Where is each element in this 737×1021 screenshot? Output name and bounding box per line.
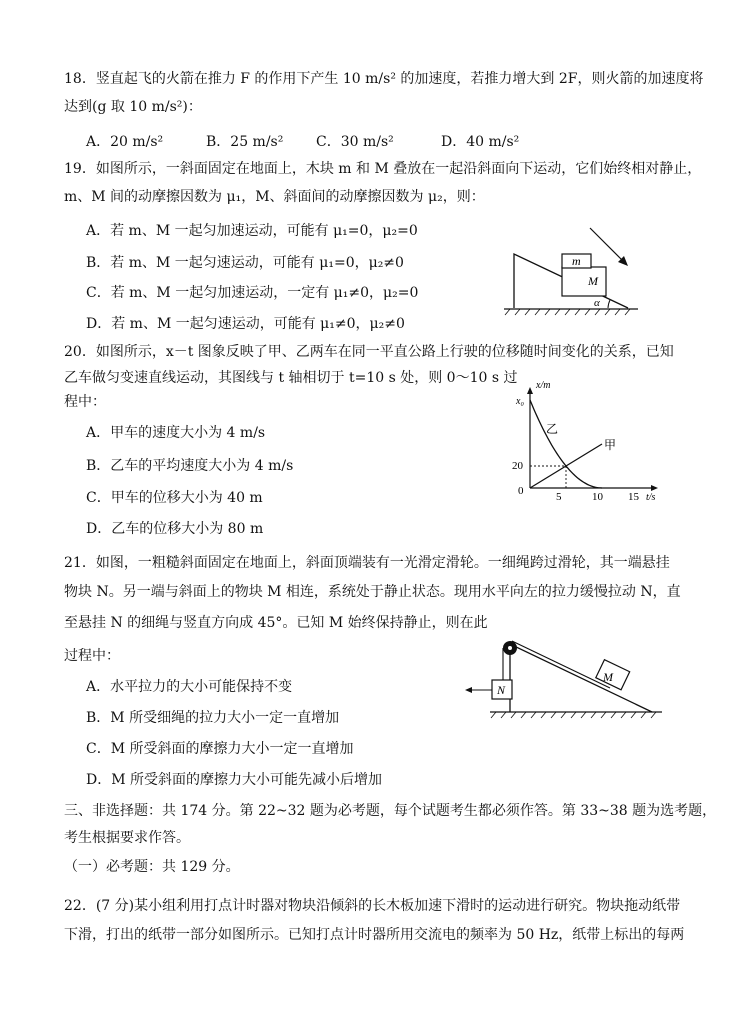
q20-option-b: B．乙车的平均速度大小为 4 m/s	[86, 458, 294, 474]
x-tick-10: 10	[592, 491, 603, 502]
angle-arc	[608, 300, 610, 308]
q22-line1: 22．(7 分)某小组利用打点计时器对物块沿倾斜的长木板加速下滑时的运动进行研究。物块拖动纸带	[64, 898, 681, 914]
q19-stem-line1: 19．如图所示，一斜面固定在地面上，木块 m 和 M 叠放在一起沿斜面向下运动，它们始终相对静止，	[64, 161, 702, 177]
label-M: M	[588, 274, 598, 288]
q21-option-b: B．M 所受细绳的拉力大小一定一直增加	[86, 710, 340, 726]
q21-option-d: D．M 所受斜面的摩擦力大小可能先减小后增加	[86, 772, 383, 788]
q19-incline-figure	[500, 224, 640, 316]
x-axis-label: t/s	[646, 492, 656, 502]
q18-stem-line1: 18．竖直起飞的火箭在推力 F 的作用下产生 10 m/s² 的加速度，若推力增大到 2F，则火箭的加速度将	[64, 71, 704, 87]
y-axis-label: x/m	[536, 380, 551, 391]
q21-stem-line1: 21．如图，一粗糙斜面固定在地面上，斜面顶端装有一光滑定滑轮。一细绳跨过滑轮，其一端悬挂	[64, 555, 670, 571]
q19-option-d: D．若 m、M 一起匀速运动，可能有 μ₁≠0，μ₂≠0	[86, 316, 405, 332]
x0-label: x₀	[516, 396, 524, 407]
q21-stem-line2: 物块 N。另一端与斜面上的物块 M 相连，系统处于静止状态。现用水平向左的拉力缓慢拉动 N，直	[64, 584, 681, 600]
y-axis	[527, 387, 533, 488]
section3-line2: 考生根据要求作答。	[64, 830, 190, 846]
block-M	[562, 267, 606, 296]
pull-arrow	[465, 687, 492, 693]
q20-stem-line3: 程中：	[64, 394, 106, 410]
label-M: M	[603, 670, 613, 684]
q22-line2: 下滑，打出的纸带一部分如图所示。已知打点计时器所用交流电的频率为 50 Hz，纸带上标出的每两	[64, 927, 685, 943]
label-m: m	[572, 254, 581, 268]
q20-stem-line1: 20．如图所示，x－t 图象反映了甲、乙两车在同一平直公路上行驶的位移随时间变化的关系，已知	[64, 344, 674, 360]
q18-option-c: C．30 m/s²	[316, 134, 394, 150]
q21-pulley-figure	[462, 630, 672, 722]
incline-body	[510, 644, 652, 712]
rope-along-incline	[512, 641, 610, 688]
section3-line1: 三、非选择题：共 174 分。第 22~32 题为必考题，每个试题考生都必须作答。第 33~38 题为选考题，	[64, 803, 717, 819]
q21-option-a: A．水平拉力的大小可能保持不变	[86, 679, 293, 695]
section3-sub: （一）必考题：共 129 分。	[64, 859, 240, 875]
q18-option-a: A．20 m/s²	[86, 134, 164, 150]
x-tick-5: 5	[556, 491, 562, 502]
q21-stem-line3: 至悬挂 N 的细绳与竖直方向成 45°。已知 M 始终保持静止，则在此	[64, 615, 488, 631]
q19-stem-line2: m、M 间的动摩擦因数为 μ₁，M、斜面间的动摩擦因数为 μ₂，则：	[64, 189, 485, 205]
q20-option-d: D．乙车的位移大小为 80 m	[86, 521, 264, 537]
q19-option-a: A．若 m、M 一起匀加速运动，可能有 μ₁=0，μ₂=0	[86, 223, 418, 239]
q21-option-c: C．M 所受斜面的摩擦力大小一定一直增加	[86, 741, 354, 757]
q21-stem-line4: 过程中：	[64, 648, 120, 664]
ground-hatch	[504, 309, 638, 315]
series-yi-label: 乙	[546, 422, 559, 436]
q18-stem-line2: 达到(g 取 10 m/s²)：	[64, 99, 202, 115]
motion-arrow	[590, 228, 628, 266]
origin-label: 0	[518, 485, 524, 497]
q20-option-c: C．甲车的位移大小为 40 m	[86, 490, 263, 506]
q20-xt-chart	[506, 378, 666, 502]
label-alpha: α	[594, 297, 600, 309]
q19-option-b: B．若 m、M 一起匀速运动，可能有 μ₁=0，μ₂≠0	[86, 255, 404, 271]
ground-hatch	[490, 712, 662, 718]
q18-option-d: D．40 m/s²	[441, 134, 520, 150]
pulley-hub	[508, 646, 512, 650]
q20-option-a: A．甲车的速度大小为 4 m/s	[86, 425, 266, 441]
q20-stem-line2: 乙车做匀变速直线运动，其图线与 t 轴相切于 t=10 s 处，则 0～10 s 过	[64, 370, 518, 386]
x-tick-15: 15	[628, 491, 639, 502]
label-N: N	[497, 683, 506, 697]
series-jia-line	[530, 444, 602, 488]
q19-option-c: C．若 m、M 一起匀加速运动，一定有 μ₁≠0，μ₂=0	[86, 285, 419, 301]
y-tick-20: 20	[512, 460, 523, 472]
series-jia-label: 甲	[604, 438, 617, 452]
q18-option-b: B．25 m/s²	[206, 134, 284, 150]
